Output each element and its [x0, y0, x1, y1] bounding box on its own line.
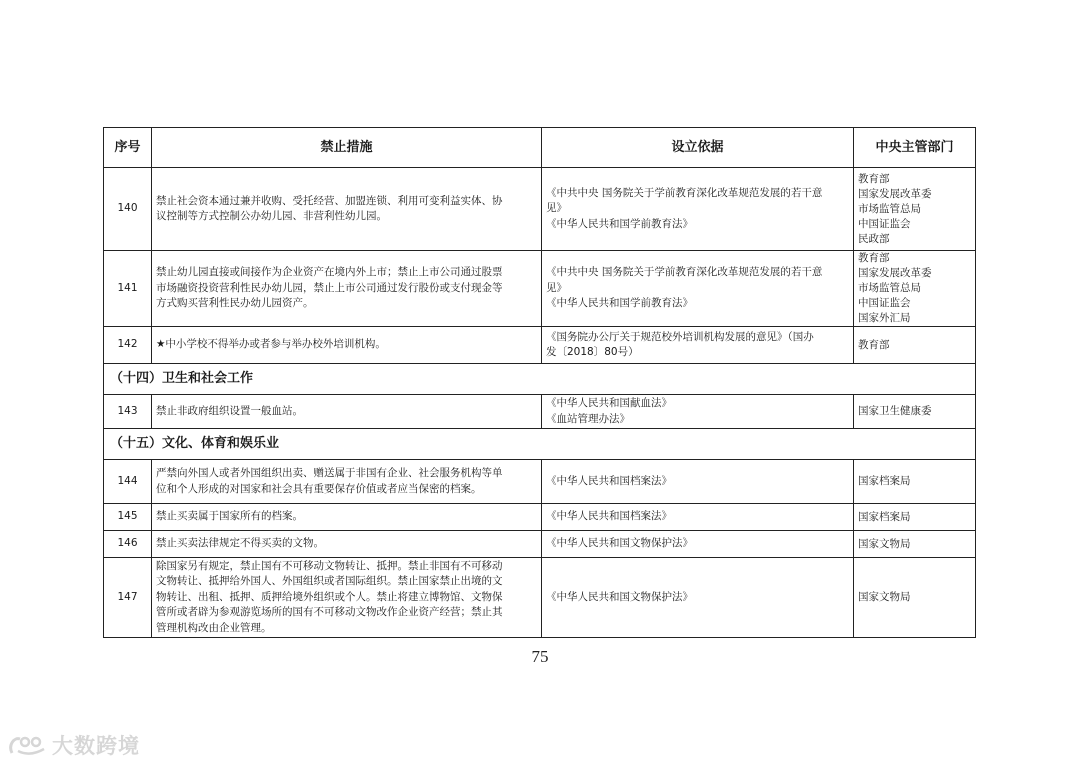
row-number: 141: [104, 251, 152, 327]
dept-cell: [854, 395, 976, 429]
basis-line: 《血站管理办法》: [546, 412, 630, 425]
measure-line: 禁止社会资本通过兼并收购、受托经营、加盟连锁、利用可变利益实体、协: [156, 194, 503, 207]
header-prohibited-measure: 禁止措施: [152, 128, 542, 168]
section-row: [104, 429, 976, 460]
dept-cell: [854, 504, 976, 531]
dept-line: 国家文物局: [858, 537, 911, 550]
basis-cell: [542, 460, 854, 504]
dept-cell: [854, 251, 976, 327]
row-number: 142: [104, 327, 152, 364]
row-number: 143: [104, 395, 152, 429]
row-number: 145: [104, 504, 152, 531]
section-row: [104, 364, 976, 395]
measure-cell: [152, 531, 542, 558]
basis-line: 《中华人民共和国档案法》: [546, 510, 672, 523]
dept-line: 市场监管总局: [858, 202, 921, 215]
table-row: [104, 504, 976, 531]
row-number: 146: [104, 531, 152, 558]
measure-line: 议控制等方式控制公办幼儿园、非营利性幼儿园。: [156, 210, 387, 222]
dept-line: 中国证监会: [858, 217, 911, 230]
measure-cell: [152, 460, 542, 504]
row-number: 144: [104, 460, 152, 504]
dept-line: 国家卫生健康委: [858, 405, 932, 417]
table-row: [104, 558, 976, 638]
measure-line: 管理机构改由企业管理。: [156, 621, 272, 634]
row-number: 147: [104, 558, 152, 638]
measure-line: 物转让、出租、抵押、质押给境外组织或个人。禁止将建立博物馆、文物保: [156, 590, 503, 603]
basis-line: 《中华人民共和国献血法》: [546, 397, 672, 409]
dept-line: 国家发展改革委: [858, 187, 932, 200]
basis-line: 《国务院办公厅关于规范校外培训机构发展的意见》（国办: [546, 330, 814, 343]
section-title: （十四）卫生和社会工作: [104, 364, 976, 395]
dept-cell: [854, 168, 976, 251]
dept-line: 教育部: [858, 252, 890, 264]
basis-cell: [542, 168, 854, 251]
header-central-department: 中央主管部门: [854, 128, 976, 168]
measure-line: 市场融资投资营利性民办幼儿园，禁止上市公司通过发行股份或支付现金等: [156, 281, 503, 294]
page-number: 75: [531, 647, 549, 666]
dept-cell: [854, 531, 976, 558]
measure-line: 管所或者辟为参观游览场所的国有不可移动文物改作企业资产经营；禁止其: [156, 606, 503, 619]
measure-line: 除国家另有规定，禁止国有不可移动文物转让、抵押。禁止非国有不可移动: [156, 559, 503, 572]
dept-line: 国家档案局: [858, 510, 911, 523]
measure-line: 禁止非政府组织设置一般血站。: [156, 404, 303, 417]
basis-line: 《中华人民共和国学前教育法》: [546, 297, 693, 310]
table-header-row: [104, 128, 976, 168]
measures-table: [103, 127, 976, 638]
measure-line: 禁止幼儿园直接或间接作为企业资产在境内外上市；禁止上市公司通过股票: [156, 266, 503, 279]
measure-line: 严禁向外国人或者外国组织出卖、赠送属于非国有企业、社会服务机构等单: [156, 467, 503, 479]
watermark-text: 大数跨境: [52, 734, 140, 758]
table-row: [104, 460, 976, 504]
watermark: [8, 730, 140, 760]
dept-line: 市场监管总局: [858, 282, 921, 294]
measure-cell: [152, 327, 542, 364]
dept-cell: [854, 460, 976, 504]
basis-cell: [542, 327, 854, 364]
basis-cell: [542, 504, 854, 531]
measure-cell: [152, 168, 542, 251]
basis-line: 《中华人民共和国文物保护法》: [546, 590, 693, 603]
measure-cell: [152, 504, 542, 531]
basis-line: 发〔2018〕80号）: [546, 346, 639, 358]
measure-line: 位和个人形成的对国家和社会具有重要保存价值或者应当保密的档案。: [156, 482, 482, 495]
row-number: 140: [104, 168, 152, 251]
header-serial-number: 序号: [104, 128, 152, 168]
measure-cell: [152, 558, 542, 638]
basis-line: 见》: [546, 202, 567, 215]
basis-line: 《中共中央 国务院关于学前教育深化改革规范发展的若干意: [546, 186, 823, 199]
basis-cell: [542, 395, 854, 429]
dept-line: 教育部: [858, 338, 890, 351]
basis-cell: [542, 558, 854, 638]
header-legal-basis: 设立依据: [542, 128, 854, 168]
dept-line: 国家档案局: [858, 475, 911, 487]
measure-line: ★中小学校不得举办或者参与举办校外培训机构。: [156, 338, 386, 351]
logo-mark-icon: [8, 733, 48, 757]
measure-line: 文物转让、抵押给外国人、外国组织或者国际组织。禁止国家禁止出境的文: [156, 575, 503, 588]
measure-cell: [152, 251, 542, 327]
basis-line: 《中共中央 国务院关于学前教育深化改革规范发展的若干意: [546, 266, 823, 279]
dept-line: 中国证监会: [858, 297, 911, 309]
measure-line: 禁止买卖属于国家所有的档案。: [156, 510, 303, 523]
dept-line: 民政部: [858, 232, 890, 245]
dept-line: 国家发展改革委: [858, 267, 932, 279]
basis-cell: [542, 531, 854, 558]
table-row: [104, 251, 976, 327]
basis-line: 见》: [546, 281, 567, 294]
table-row: [104, 327, 976, 364]
basis-cell: [542, 251, 854, 327]
section-title: （十五）文化、体育和娱乐业: [104, 429, 976, 460]
basis-line: 《中华人民共和国档案法》: [546, 474, 672, 487]
dept-cell: [854, 327, 976, 364]
basis-line: 《中华人民共和国学前教育法》: [546, 217, 693, 230]
table-row: [104, 395, 976, 429]
dept-line: 教育部: [858, 172, 890, 185]
dept-line: 国家外汇局: [858, 312, 911, 324]
dept-line: 国家文物局: [858, 591, 911, 603]
dept-cell: [854, 558, 976, 638]
basis-line: 《中华人民共和国文物保护法》: [546, 537, 693, 550]
table-row: [104, 168, 976, 251]
table-row: [104, 531, 976, 558]
measure-line: 禁止买卖法律规定不得买卖的文物。: [156, 537, 324, 550]
measure-cell: [152, 395, 542, 429]
measure-line: 方式购买营利性民办幼儿园资产。: [156, 297, 314, 310]
